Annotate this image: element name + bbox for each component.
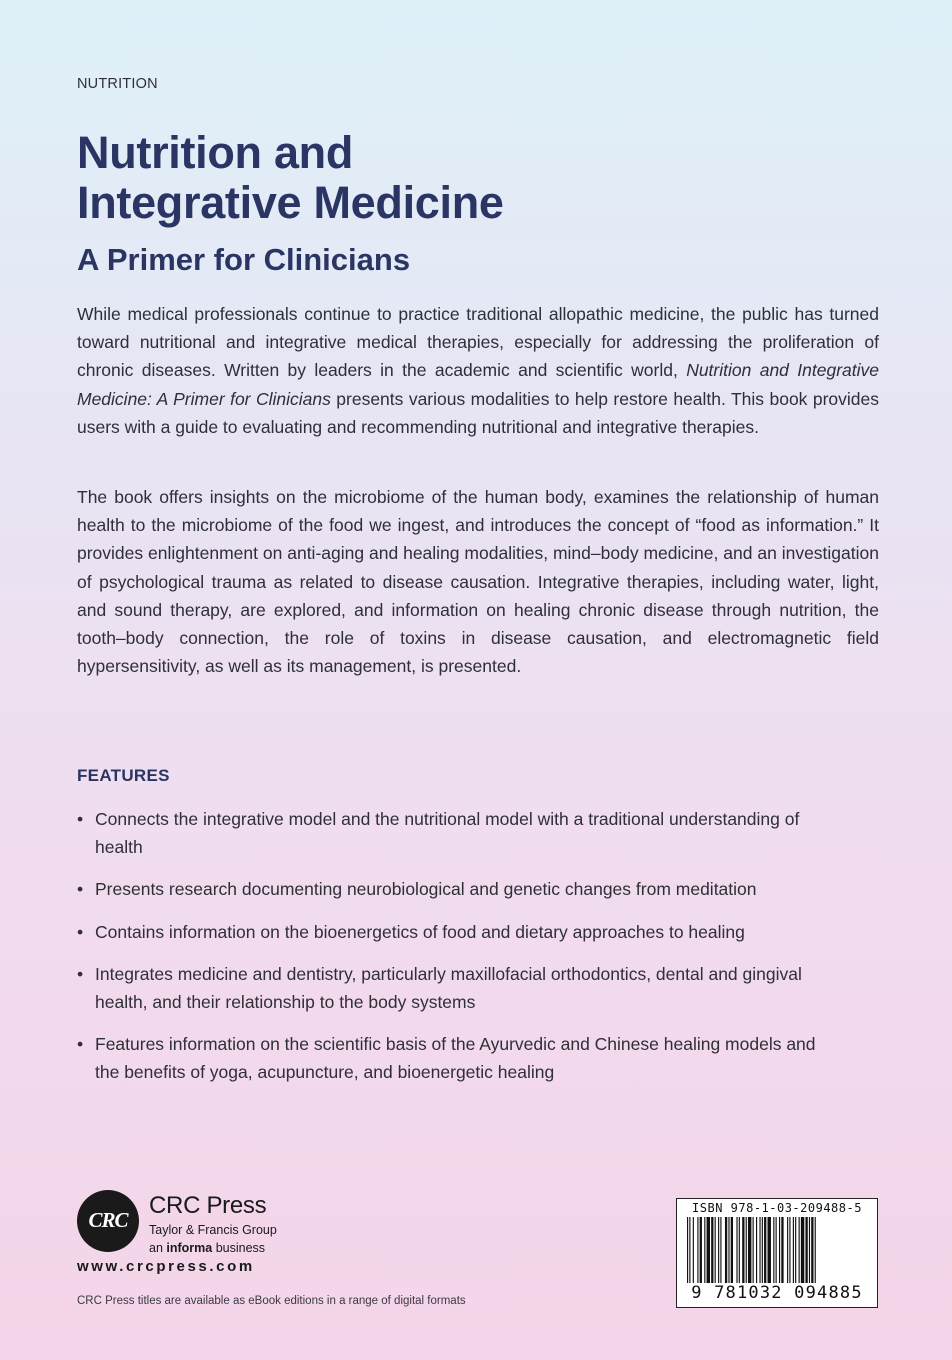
title-line-2: Integrative Medicine: [77, 177, 504, 228]
feature-item: [77, 918, 837, 946]
barcode-bar: [689, 1217, 690, 1283]
bullet-icon: •: [77, 809, 84, 829]
barcode-bar: [753, 1217, 754, 1283]
feature-text: Presents research documenting neurobiological and genetic changes from meditation: [95, 879, 757, 900]
book-title: [77, 128, 897, 228]
title-line-1: Nutrition and: [77, 127, 354, 178]
barcode-bar: [801, 1217, 804, 1283]
para1-text-a: While medical professionals continue to practice traditional allopathic medicine, the public has turned toward nutritional and integrative medical therapies, especially for addressing the proliferation of chronic diseases. Written by leaders in the academic and scientific world,: [77, 304, 879, 381]
barcode-bar: [731, 1217, 733, 1283]
barcode-bar: [725, 1217, 727, 1283]
feature-item: [77, 875, 837, 903]
publisher-name: CRC Press: [149, 1192, 267, 1219]
barcode-bar: [768, 1217, 771, 1283]
barcode-bar: [779, 1217, 780, 1283]
isbn-label: ISBN 978-1-03-209488-5: [692, 1201, 862, 1215]
feature-text: Contains information on the bioenergetics of food and dietary approaches to healing: [95, 921, 745, 942]
publisher-group: Taylor & Francis Group: [149, 1223, 277, 1237]
informa-bold: informa: [166, 1241, 213, 1255]
barcode-bar: [746, 1217, 747, 1283]
para1-text-b: presents various modalities to help restore health. This book provides users with a guide to evaluating and recommending nutritional and integrative therapies.: [77, 388, 880, 437]
barcode-bar: [748, 1217, 751, 1283]
informa-prefix: an: [149, 1241, 167, 1255]
publisher-block: [77, 1190, 377, 1280]
bullet-icon: •: [77, 963, 84, 984]
book-subtitle: A Primer for Clinicians: [77, 242, 411, 277]
description-paragraph-1: [77, 300, 879, 441]
barcode-icon: [685, 1217, 869, 1283]
barcode-bar: [711, 1217, 713, 1283]
barcode-bar: [728, 1217, 729, 1283]
feature-item: [77, 960, 837, 1016]
crc-logo-icon: [77, 1190, 139, 1252]
features-list: [77, 805, 837, 1101]
barcode-bar: [718, 1217, 719, 1283]
barcode-bar: [789, 1217, 790, 1283]
barcode-bar: [704, 1217, 705, 1283]
barcode-bar: [756, 1217, 757, 1283]
feature-text: Integrates medicine and dentistry, particularly maxillofacial orthodontics, dental and gingival health, and their relationship to the body systems: [95, 963, 802, 1013]
barcode-bar: [805, 1217, 807, 1283]
isbn-barcode-box: [676, 1198, 878, 1308]
publisher-url[interactable]: www.crcpress.com: [77, 1258, 255, 1275]
barcode-bar: [809, 1217, 810, 1283]
barcode-bar: [715, 1217, 716, 1283]
para1-book-title-italic: Nutrition and Integrative Medicine: A Primer for Clinicians: [77, 360, 879, 409]
barcode-bar: [759, 1217, 760, 1283]
barcode-bar: [739, 1217, 740, 1283]
informa-suffix: business: [212, 1241, 266, 1255]
bullet-icon: •: [77, 921, 84, 942]
feature-text: Connects the integrative model and the nutritional model with a traditional understanding of health: [95, 809, 800, 858]
bullet-icon: •: [77, 1034, 84, 1055]
feature-item: [77, 805, 837, 861]
barcode-bar: [687, 1217, 688, 1283]
ebook-note: CRC Press titles are available as eBook editions in a range of digital formats: [77, 1295, 466, 1307]
barcode-bar: [793, 1217, 794, 1283]
barcode-bar: [764, 1217, 766, 1283]
barcode-bar: [781, 1217, 783, 1283]
description-paragraph-2: The book offers insights on the microbiome of the human body, examines the relationship of human health to the microbiome of the food we ingest, and introduces the concept of “food as information.” It provides enlightenment on anti-aging and healing modalities, mind–body medicine, and an investigation of psychological trauma as related to disease causation. Integrative therapies, including water, light, and sound therapy, are explored, and information on healing chronic disease through nutrition, the tooth–body connection, the role of toxins in disease causation, and electromagnetic field hypersensitivity, as well as its management, is presented.: [77, 487, 879, 677]
barcode-bar: [773, 1217, 774, 1283]
barcode-bar: [815, 1217, 816, 1283]
barcode-bar: [720, 1217, 721, 1283]
barcode-digits: 9 781032 094885: [691, 1283, 863, 1303]
barcode-bar: [700, 1217, 702, 1283]
barcode-bar: [707, 1217, 710, 1283]
barcode-bar: [697, 1217, 698, 1283]
barcode-bar: [693, 1217, 694, 1283]
barcode-bar: [742, 1217, 744, 1283]
barcode-bar: [787, 1217, 788, 1283]
category-label: NUTRITION: [77, 76, 158, 92]
bullet-icon: •: [77, 879, 84, 900]
barcode-bar: [799, 1217, 800, 1283]
crc-logo-text: CRC: [88, 1208, 128, 1232]
barcode-bar: [795, 1217, 796, 1283]
barcode-bar: [776, 1217, 777, 1283]
barcode-bar: [811, 1217, 813, 1283]
features-heading: FEATURES: [77, 766, 170, 785]
barcode-bar: [762, 1217, 763, 1283]
barcode-bar: [736, 1217, 737, 1283]
publisher-informa: [149, 1241, 265, 1255]
feature-item: [77, 1030, 837, 1086]
feature-text: Features information on the scientific basis of the Ayurvedic and Chinese healing models and the benefits of yoga, acupuncture, and bioenergetic healing: [95, 1034, 816, 1083]
